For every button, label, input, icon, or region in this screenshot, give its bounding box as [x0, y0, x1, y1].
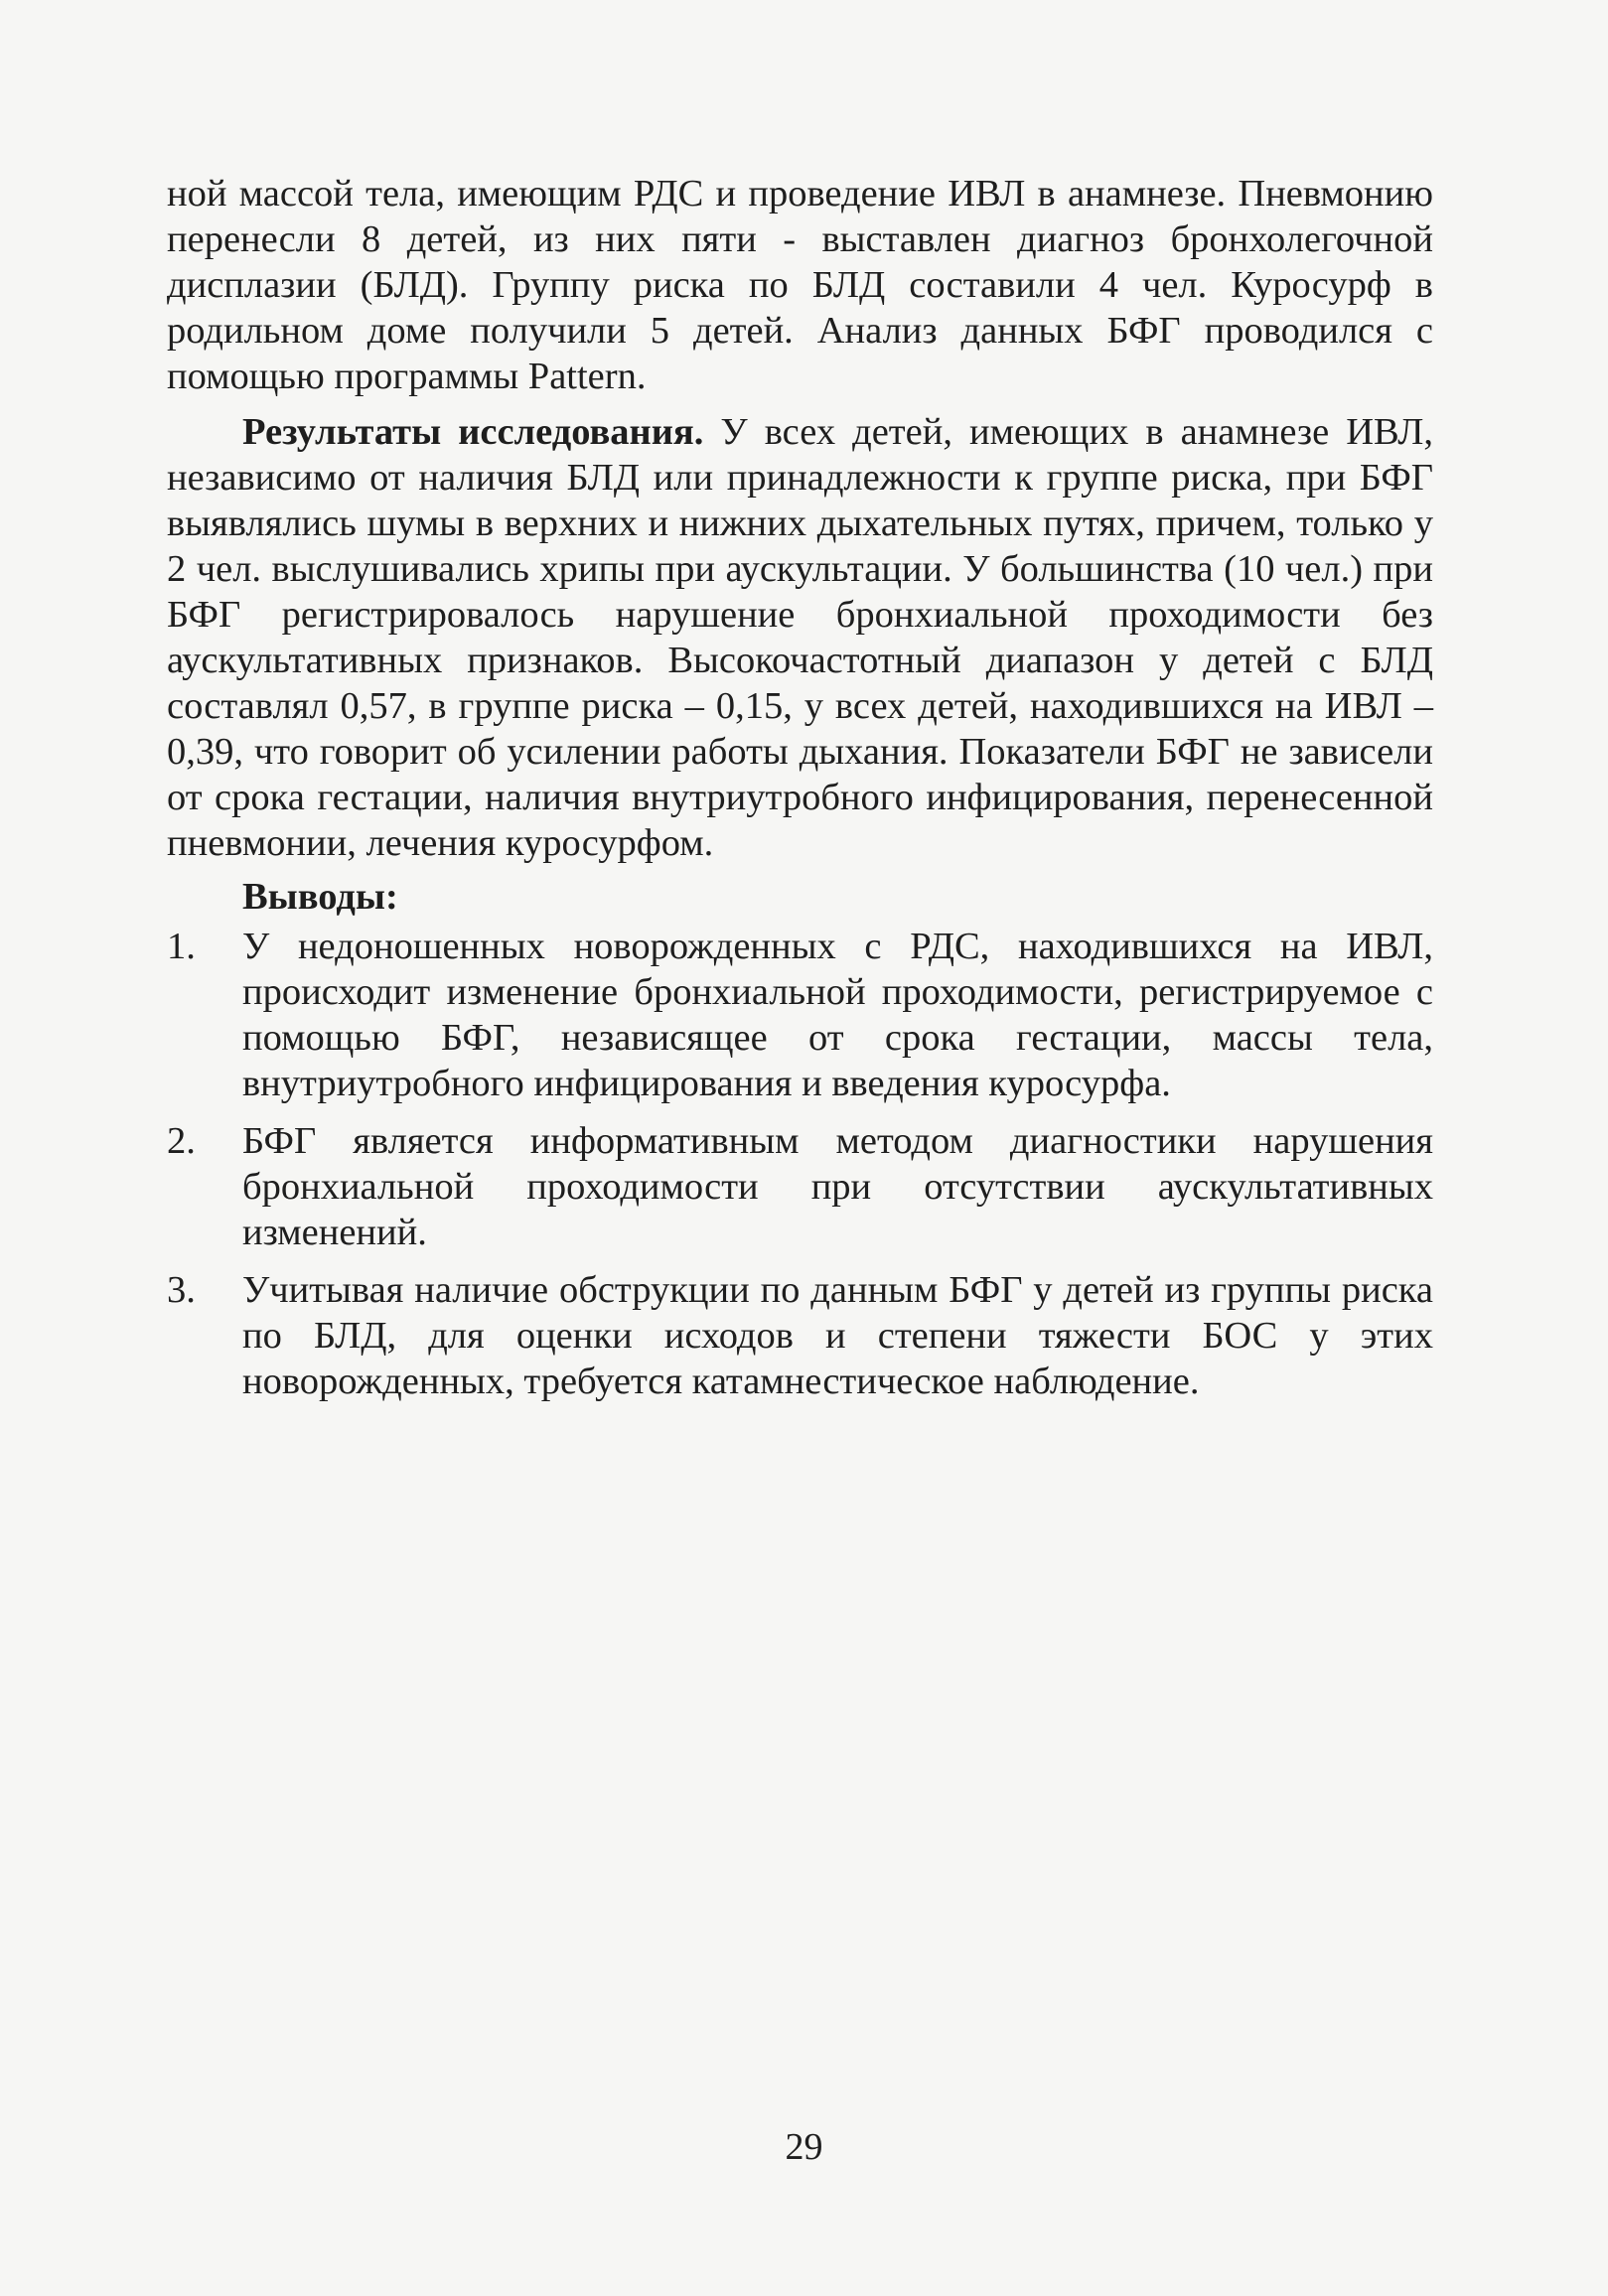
conclusion-text: БФГ является информативным методом диагностики нарушения бронхиальной проходимости при отсутствии аускультативных изменений. — [242, 1120, 1433, 1253]
results-paragraph — [167, 409, 1433, 866]
page-number: 29 — [785, 2126, 823, 2168]
conclusion-item — [167, 1118, 1433, 1255]
conclusions-heading: Выводы: — [242, 876, 398, 918]
conclusion-number: 2. — [167, 1120, 196, 1162]
results-heading: Результаты исследования. — [242, 411, 704, 453]
conclusion-item — [167, 924, 1433, 1106]
conclusion-number: 1. — [167, 926, 196, 967]
conclusion-number: 3. — [167, 1269, 196, 1311]
conclusions-list — [167, 924, 1433, 1404]
intro-paragraph: ной массой тела, имеющим РДС и проведение ИВЛ в анамнезе. Пневмонию перенесли 8 детей, из них пяти - выставлен диагноз бронхолегочной дисплазии (БЛД). Группу риска по БЛД составили 4 чел. Куросурф в родильном доме получили 5 детей. Анализ данных БФГ проводился с помощью программы Pattern. — [167, 173, 1433, 397]
page-body — [167, 171, 1433, 1416]
conclusion-text: У недоношенных новорожденных с РДС, находившихся на ИВЛ, происходит изменение бронхиальной проходимости, регистрируемое с помощью БФГ, независящее от срока гестации, массы тела, внутриутробного инфицирования и введения куросурфа. — [242, 926, 1433, 1104]
conclusion-text: Учитывая наличие обструкции по данным БФГ у детей из группы риска по БЛД, для оценки исходов и степени тяжести БОС у этих новорожденных, требуется катамнестическое наблюдение. — [242, 1269, 1433, 1402]
conclusion-item — [167, 1267, 1433, 1404]
results-text: У всех детей, имеющих в анамнезе ИВЛ, независимо от наличия БЛД или принадлежности к группе риска, при БФГ выявлялись шумы в верхних и нижних дыхательных путях, причем, только у 2 чел. выслушивались хрипы при аускультации. У большинства (10 чел.) при БФГ регистрировалось нарушение бронхиальной проходимости без аускультативных признаков. Высокочастотный диапазон у детей с БЛД составлял 0,57, в группе риска – 0,15, у всех детей, находившихся на ИВЛ – 0,39, что говорит об усилении работы дыхания. Показатели БФГ не зависели от срока гестации, наличия внутриутробного инфицирования, перенесенной пневмонии, лечения куросурфом. — [167, 411, 1433, 864]
